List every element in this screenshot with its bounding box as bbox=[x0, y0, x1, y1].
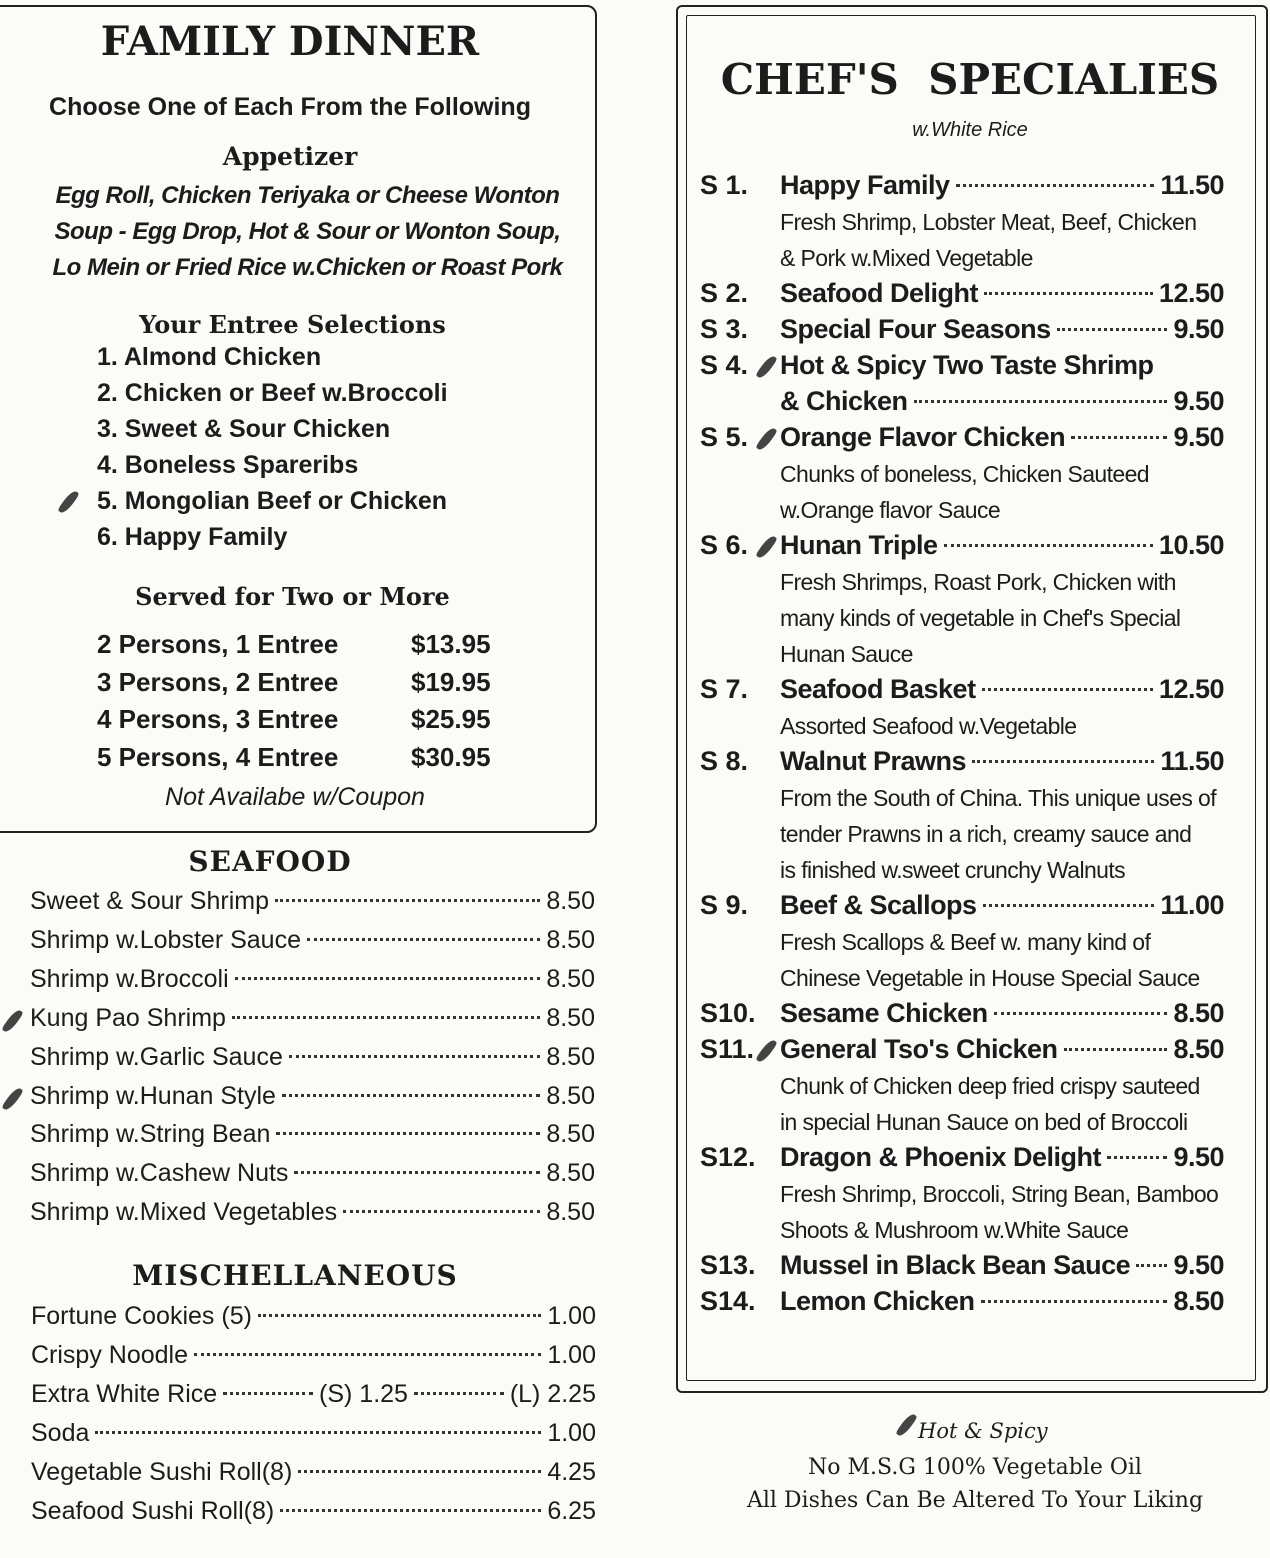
item-price: 8.50 bbox=[546, 925, 595, 954]
menu-item bbox=[780, 530, 1224, 566]
entree-heading: Your Entree Selections bbox=[139, 310, 446, 339]
item-description: Fresh Shrimp, Broccoli, String Bean, Bamboo bbox=[780, 1181, 1219, 1207]
item-code: S 3. bbox=[700, 314, 749, 344]
menu-item bbox=[780, 1034, 1224, 1070]
item-price: 11.50 bbox=[1160, 170, 1224, 200]
item-price: (L) 2.25 bbox=[509, 1380, 596, 1408]
menu-item bbox=[780, 314, 1224, 350]
dot-leader bbox=[982, 688, 1153, 691]
dot-leader bbox=[972, 760, 1154, 763]
appetizer-line: Soup - Egg Drop, Hot & Sour or Wonton Soup, bbox=[54, 218, 561, 245]
dot-leader bbox=[1064, 1048, 1168, 1051]
item-description: many kinds of vegetable in Chef's Special bbox=[780, 605, 1181, 631]
item-price: 8.50 bbox=[546, 1081, 595, 1110]
dot-leader bbox=[232, 1016, 540, 1019]
item-description: w.Orange flavor Sauce bbox=[780, 497, 1001, 523]
menu-item bbox=[780, 278, 1224, 314]
item-price: 12.50 bbox=[1158, 278, 1224, 308]
item-name: Shrimp w.Mixed Vegetables bbox=[30, 1198, 338, 1227]
menu-item bbox=[30, 1004, 595, 1040]
family-price-value: $19.95 bbox=[411, 666, 491, 697]
dot-leader bbox=[1071, 436, 1167, 439]
menu-item bbox=[780, 422, 1224, 458]
item-description: From the South of China. This unique uses of bbox=[780, 785, 1216, 811]
item-code: S 2. bbox=[700, 278, 749, 308]
entree-label: 5. Mongolian Beef or Chicken bbox=[97, 487, 448, 515]
menu-item bbox=[31, 1458, 596, 1494]
entree-label: 4. Boneless Spareribs bbox=[97, 451, 359, 479]
dot-leader bbox=[994, 1012, 1168, 1015]
served-heading: Served for Two or More bbox=[135, 582, 450, 611]
family-dinner-subtitle: Choose One of Each From the Following bbox=[49, 93, 531, 121]
item-price: 12.50 bbox=[1158, 674, 1224, 704]
dot-leader bbox=[1107, 1156, 1167, 1159]
item-price: 11.50 bbox=[1160, 746, 1224, 776]
item-description: Assorted Seafood w.Vegetable bbox=[780, 713, 1077, 739]
menu-item bbox=[780, 998, 1224, 1034]
menu-item bbox=[780, 746, 1224, 782]
family-price-label: 5 Persons, 4 Entree bbox=[97, 741, 339, 772]
item-price: 11.00 bbox=[1160, 890, 1224, 920]
item-description: Shoots & Mushroom w.White Sauce bbox=[780, 1217, 1129, 1243]
item-description: is finished w.sweet crunchy Walnuts bbox=[780, 857, 1126, 883]
entree-label: 2. Chicken or Beef w.Broccoli bbox=[97, 379, 448, 407]
item-name: Sesame Chicken bbox=[780, 998, 988, 1028]
item-price: 1.00 bbox=[547, 1302, 596, 1330]
dot-leader bbox=[258, 1314, 541, 1317]
dot-leader bbox=[298, 1470, 541, 1473]
item-price: 8.50 bbox=[546, 1003, 595, 1032]
item-price: 8.50 bbox=[546, 1198, 595, 1227]
item-name: Fortune Cookies (5) bbox=[31, 1302, 252, 1330]
item-code: S 5. bbox=[700, 422, 749, 452]
item-name: Shrimp w.Cashew Nuts bbox=[30, 1159, 289, 1188]
item-code: S 6. bbox=[700, 530, 749, 560]
item-price: 8.50 bbox=[546, 1120, 595, 1149]
coupon-note: Not Availabe w/Coupon bbox=[165, 783, 425, 811]
menu-item bbox=[30, 887, 595, 923]
dot-leader bbox=[294, 1171, 540, 1174]
item-description: Chunk of Chicken deep fried crispy sauteed bbox=[780, 1073, 1200, 1099]
menu-item bbox=[780, 386, 1224, 422]
item-code: S14. bbox=[700, 1286, 756, 1316]
item-price: 1.00 bbox=[547, 1341, 596, 1369]
dot-leader bbox=[223, 1392, 313, 1395]
item-price: 8.50 bbox=[1173, 998, 1224, 1028]
item-name: Lemon Chicken bbox=[780, 1286, 975, 1316]
item-name: Shrimp w.Hunan Style bbox=[30, 1081, 276, 1110]
menu-item bbox=[30, 965, 595, 1001]
dot-leader bbox=[981, 1300, 1168, 1303]
entree-label: 6. Happy Family bbox=[97, 523, 288, 551]
item-name: Soda bbox=[31, 1419, 90, 1447]
dot-leader bbox=[280, 1509, 541, 1512]
entree-item bbox=[97, 415, 390, 444]
item-name: Seafood Basket bbox=[780, 674, 976, 704]
dot-leader bbox=[235, 977, 541, 980]
item-code: S13. bbox=[700, 1250, 756, 1280]
chili-icon bbox=[896, 1412, 918, 1438]
entree-item bbox=[97, 451, 358, 480]
dot-leader bbox=[984, 292, 1153, 295]
dot-leader bbox=[95, 1431, 541, 1434]
item-price: 9.50 bbox=[1173, 1250, 1224, 1280]
menu-item bbox=[780, 1250, 1224, 1286]
item-code: S11. bbox=[700, 1034, 755, 1064]
menu-item bbox=[780, 170, 1224, 206]
dot-leader bbox=[914, 400, 1168, 403]
item-price: 9.50 bbox=[1173, 422, 1224, 452]
item-name: Seafood Delight bbox=[780, 278, 979, 308]
item-name: Extra White Rice bbox=[31, 1380, 218, 1408]
dot-leader bbox=[956, 184, 1155, 187]
item-code: S 7. bbox=[700, 674, 749, 704]
footer-msg: No M.S.G 100% Vegetable Oil bbox=[808, 1455, 1142, 1480]
item-name: Vegetable Sushi Roll(8) bbox=[31, 1458, 293, 1486]
item-price: 4.25 bbox=[547, 1458, 596, 1486]
family-dinner-title: FAMILY DINNER bbox=[100, 18, 480, 65]
item-name: Dragon & Phoenix Delight bbox=[780, 1142, 1102, 1172]
family-price-value: $25.95 bbox=[411, 704, 491, 734]
item-code: S 4. bbox=[700, 350, 749, 380]
item-name: Beef & Scallops bbox=[780, 890, 977, 920]
dot-leader bbox=[983, 904, 1155, 907]
dot-leader bbox=[343, 1210, 540, 1213]
chili-icon bbox=[1, 1085, 23, 1111]
dot-leader bbox=[194, 1353, 541, 1356]
item-price: 8.50 bbox=[1173, 1034, 1224, 1064]
item-name: General Tso's Chicken bbox=[780, 1034, 1058, 1064]
item-description: in special Hunan Sauce on bed of Broccoli bbox=[780, 1109, 1188, 1135]
item-price: 8.50 bbox=[546, 1159, 595, 1188]
item-price: 9.50 bbox=[1173, 1142, 1224, 1172]
item-name: Crispy Noodle bbox=[31, 1341, 189, 1369]
appetizer-line: Lo Mein or Fried Rice w.Chicken or Roast Pork bbox=[52, 254, 563, 281]
menu-item bbox=[30, 1159, 595, 1195]
item-name: Happy Family bbox=[780, 170, 950, 200]
chili-icon bbox=[1, 1007, 23, 1033]
chefs-subtitle: w.White Rice bbox=[912, 119, 1028, 141]
menu-item bbox=[30, 1082, 595, 1118]
family-price-label: 2 Persons, 1 Entree bbox=[97, 629, 339, 659]
dot-leader bbox=[1136, 1264, 1167, 1267]
family-price-label: 4 Persons, 3 Entree bbox=[97, 704, 339, 734]
menu-item bbox=[30, 1120, 595, 1156]
dot-leader bbox=[944, 544, 1153, 547]
item-price: 9.50 bbox=[1173, 314, 1224, 344]
dot-leader bbox=[307, 938, 540, 941]
item-price: 8.50 bbox=[546, 887, 595, 915]
menu-item bbox=[780, 1142, 1224, 1178]
dot-leader bbox=[282, 1094, 540, 1097]
item-description: Fresh Scallops & Beef w. many kind of bbox=[780, 929, 1151, 955]
menu-item bbox=[31, 1419, 596, 1455]
item-name: Hunan Triple bbox=[780, 530, 938, 560]
appetizer-line: Egg Roll, Chicken Teriyaka or Cheese Wonton bbox=[55, 182, 560, 209]
dot-leader bbox=[276, 1132, 540, 1135]
footer-altered: All Dishes Can Be Altered To Your Liking bbox=[746, 1488, 1204, 1513]
item-name: Shrimp w.Garlic Sauce bbox=[30, 1042, 283, 1071]
menu-item bbox=[31, 1341, 596, 1377]
chefs-title: CHEF'S SPECIALIES bbox=[720, 55, 1220, 104]
item-price: 10.50 bbox=[1158, 530, 1224, 560]
item-price: 8.50 bbox=[546, 964, 595, 993]
legend-label: Hot & Spicy bbox=[918, 1419, 1048, 1443]
family-price-value: $13.95 bbox=[411, 629, 491, 659]
item-price: 1.00 bbox=[547, 1419, 596, 1447]
menu-item bbox=[30, 1043, 595, 1079]
item-code: S 9. bbox=[700, 890, 749, 920]
item-name: Sweet & Sour Shrimp bbox=[30, 887, 269, 915]
item-name: Walnut Prawns bbox=[780, 746, 967, 776]
menu-item bbox=[780, 890, 1224, 926]
entree-item bbox=[97, 523, 287, 552]
menu-item bbox=[30, 926, 595, 962]
item-description: Chinese Vegetable in House Special Sauce bbox=[780, 965, 1200, 991]
item-description: & Pork w.Mixed Vegetable bbox=[780, 245, 1033, 271]
item-price-small: (S) 1.25 bbox=[319, 1380, 408, 1408]
item-description: Fresh Shrimp, Lobster Meat, Beef, Chicken bbox=[780, 209, 1197, 235]
dot-leader bbox=[1057, 328, 1168, 331]
menu-item bbox=[31, 1380, 596, 1416]
entree-item bbox=[97, 487, 447, 516]
appetizer-heading: Appetizer bbox=[222, 142, 358, 171]
family-price-label: 3 Persons, 2 Entree bbox=[97, 666, 339, 697]
menu-item bbox=[31, 1497, 596, 1533]
item-description: Chunks of boneless, Chicken Sauteed bbox=[780, 461, 1149, 487]
item-name: Special Four Seasons bbox=[780, 314, 1051, 344]
entree-item bbox=[97, 343, 321, 372]
item-name: & Chicken bbox=[780, 386, 908, 416]
item-name: Mussel in Black Bean Sauce bbox=[780, 1250, 1131, 1280]
item-code: S 8. bbox=[700, 746, 749, 776]
item-code: S 1. bbox=[700, 170, 749, 200]
dot-leader bbox=[414, 1392, 504, 1395]
menu-item bbox=[30, 1198, 595, 1234]
item-price: 9.50 bbox=[1173, 386, 1224, 416]
item-name: Kung Pao Shrimp bbox=[30, 1003, 226, 1032]
entree-label: 1. Almond Chicken bbox=[97, 343, 322, 371]
item-name: Shrimp w.Lobster Sauce bbox=[30, 925, 301, 954]
item-name: Hot & Spicy Two Taste Shrimp bbox=[780, 350, 1154, 380]
footer-legend bbox=[680, 1412, 1270, 1443]
misc-heading: MISCHELLANEOUS bbox=[132, 1259, 458, 1292]
item-name: Shrimp w.Broccoli bbox=[30, 964, 229, 993]
item-price: 8.50 bbox=[1173, 1286, 1224, 1316]
menu-item bbox=[780, 1286, 1224, 1322]
entree-item bbox=[97, 379, 448, 408]
seafood-heading: SEAFOOD bbox=[188, 845, 352, 878]
item-description: Hunan Sauce bbox=[780, 641, 913, 667]
item-name: Seafood Sushi Roll(8) bbox=[31, 1497, 275, 1525]
dot-leader bbox=[275, 899, 540, 902]
item-price: 6.25 bbox=[547, 1497, 596, 1525]
item-code: S10. bbox=[700, 998, 756, 1028]
family-price-value: $30.95 bbox=[411, 741, 491, 772]
menu-item bbox=[780, 674, 1224, 710]
item-name: Shrimp w.String Bean bbox=[30, 1120, 271, 1149]
item-name: Orange Flavor Chicken bbox=[780, 422, 1066, 452]
entree-label: 3. Sweet & Sour Chicken bbox=[97, 415, 391, 443]
item-description: Fresh Shrimps, Roast Pork, Chicken with bbox=[780, 569, 1176, 595]
item-description: tender Prawns in a rich, creamy sauce and bbox=[780, 821, 1192, 847]
item-price: 8.50 bbox=[546, 1042, 595, 1071]
menu-item bbox=[31, 1302, 596, 1338]
item-code: S12. bbox=[700, 1142, 756, 1172]
dot-leader bbox=[289, 1055, 540, 1058]
